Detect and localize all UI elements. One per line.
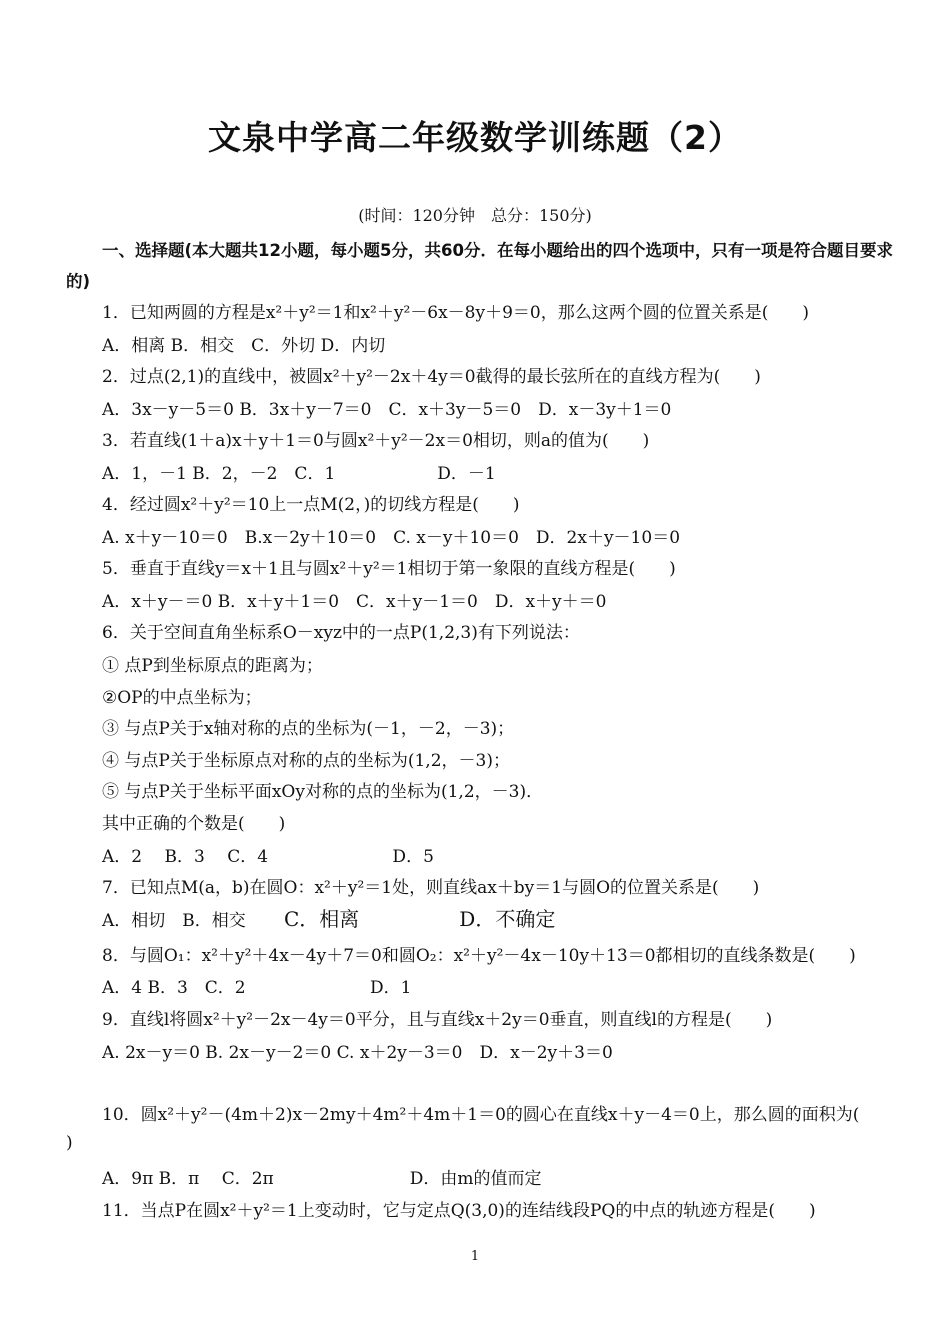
question-6-statement-5: ⑤ 与点P关于坐标平面xOy对称的点的坐标为(1,2，－3)． bbox=[102, 782, 544, 802]
question-7-options-ab: A．相切 B．相交 bbox=[102, 911, 246, 931]
question-2: 2．过点(2,1)的直线中，被圆x²＋y²－2x＋4y＝0截得的最长弦所在的直线方程为( ) bbox=[102, 367, 761, 387]
question-9: 9．直线l将圆x²＋y²－2x－4y＝0平分，且与直线x＋2y＝0垂直，则直线l的方程是( ) bbox=[102, 1010, 773, 1030]
question-6-statement-4: ④ 与点P关于坐标原点对称的点的坐标为(1,2，－3)； bbox=[102, 751, 510, 771]
question-3: 3．若直线(1＋a)x＋y＋1＝0与圆x²＋y²－2x＝0相切，则a的值为( ) bbox=[102, 431, 650, 451]
question-6-statement-1: ① 点P到坐标原点的距离为； bbox=[102, 656, 323, 676]
page-number: 1 bbox=[470, 1249, 480, 1264]
question-4-options: A. x＋y－10＝0 B.x－2y＋10＝0 C. x－y＋10＝0 D．2x＋y－10＝0 bbox=[102, 528, 681, 548]
question-11: 11．当点P在圆x²＋y²＝1上变动时，它与定点Q(3,0)的连结线段PQ的中点的轨迹方程是( ) bbox=[102, 1201, 816, 1221]
question-9-options: A. 2x－y＝0 B. 2x－y－2＝0 C. x＋2y－3＝0 D．x－2y＋3＝0 bbox=[102, 1043, 613, 1063]
question-8: 8．与圆O₁：x²＋y²＋4x－4y＋7＝0和圆O₂：x²＋y²－4x－10y＋13＝0都相切的直线条数是( ) bbox=[102, 946, 856, 966]
question-4: 4．经过圆x²＋y²＝10上一点M(2，)的切线方程是( ) bbox=[102, 495, 520, 515]
question-1: 1．已知两圆的方程是x²＋y²＝1和x²＋y²－6x－8y＋9＝0，那么这两个圆的位置关系是( ) bbox=[102, 303, 809, 323]
question-6-statement-3: ③ 与点P关于x轴对称的点的坐标为(－1，－2，－3)； bbox=[102, 719, 515, 739]
question-6-statement-2: ②OP的中点坐标为； bbox=[102, 688, 262, 708]
page-title: 文泉中学高二年级数学训练题（2） bbox=[208, 118, 742, 157]
exam-info: (时间：120分钟 总分：150分) bbox=[358, 206, 592, 225]
question-6: 6．关于空间直角坐标系O－xyz中的一点P(1,2,3)有下列说法： bbox=[102, 623, 580, 643]
question-7: 7．已知点M(a，b)在圆O：x²＋y²＝1处，则直线ax＋by＝1与圆O的位置关系是( ) bbox=[102, 878, 760, 898]
question-5-options: A．x＋y－＝0 B．x＋y＋1＝0 C．x＋y－1＝0 D．x＋y＋＝0 bbox=[102, 592, 607, 612]
question-10-options: A．9π B．π C．2π D．由m的值而定 bbox=[102, 1169, 542, 1189]
question-3-options: A．1，－1 B．2，－2 C．1 D．－1 bbox=[102, 464, 496, 484]
question-10: 10．圆x²＋y²－(4m＋2)x－2my＋4m²＋4m＋1＝0的圆心在直线x＋y－4＝0上，那么圆的面积为( bbox=[102, 1105, 860, 1125]
question-8-options: A．4 B．3 C．2 D．1 bbox=[102, 978, 412, 998]
question-1-options: A．相离 B．相交 C．外切 D．内切 bbox=[102, 336, 386, 356]
question-7-options-cd: C．相离 D．不确定 bbox=[284, 907, 556, 931]
question-10-continued: ) bbox=[66, 1133, 73, 1153]
question-6-options: A．2 B．3 C．4 D．5 bbox=[102, 847, 434, 867]
question-6-prompt: 其中正确的个数是( ) bbox=[102, 814, 286, 834]
question-2-options: A．3x－y－5＝0 B．3x＋y－7＝0 C．x＋3y－5＝0 D．x－3y＋1＝0 bbox=[102, 400, 672, 420]
question-5: 5．垂直于直线y＝x＋1且与圆x²＋y²＝1相切于第一象限的直线方程是( ) bbox=[102, 559, 676, 579]
section-heading: 一、选择题(本大题共12小题，每小题5分，共60分．在每小题给出的四个选项中，只有一项是符合题目要求的) bbox=[66, 241, 893, 291]
